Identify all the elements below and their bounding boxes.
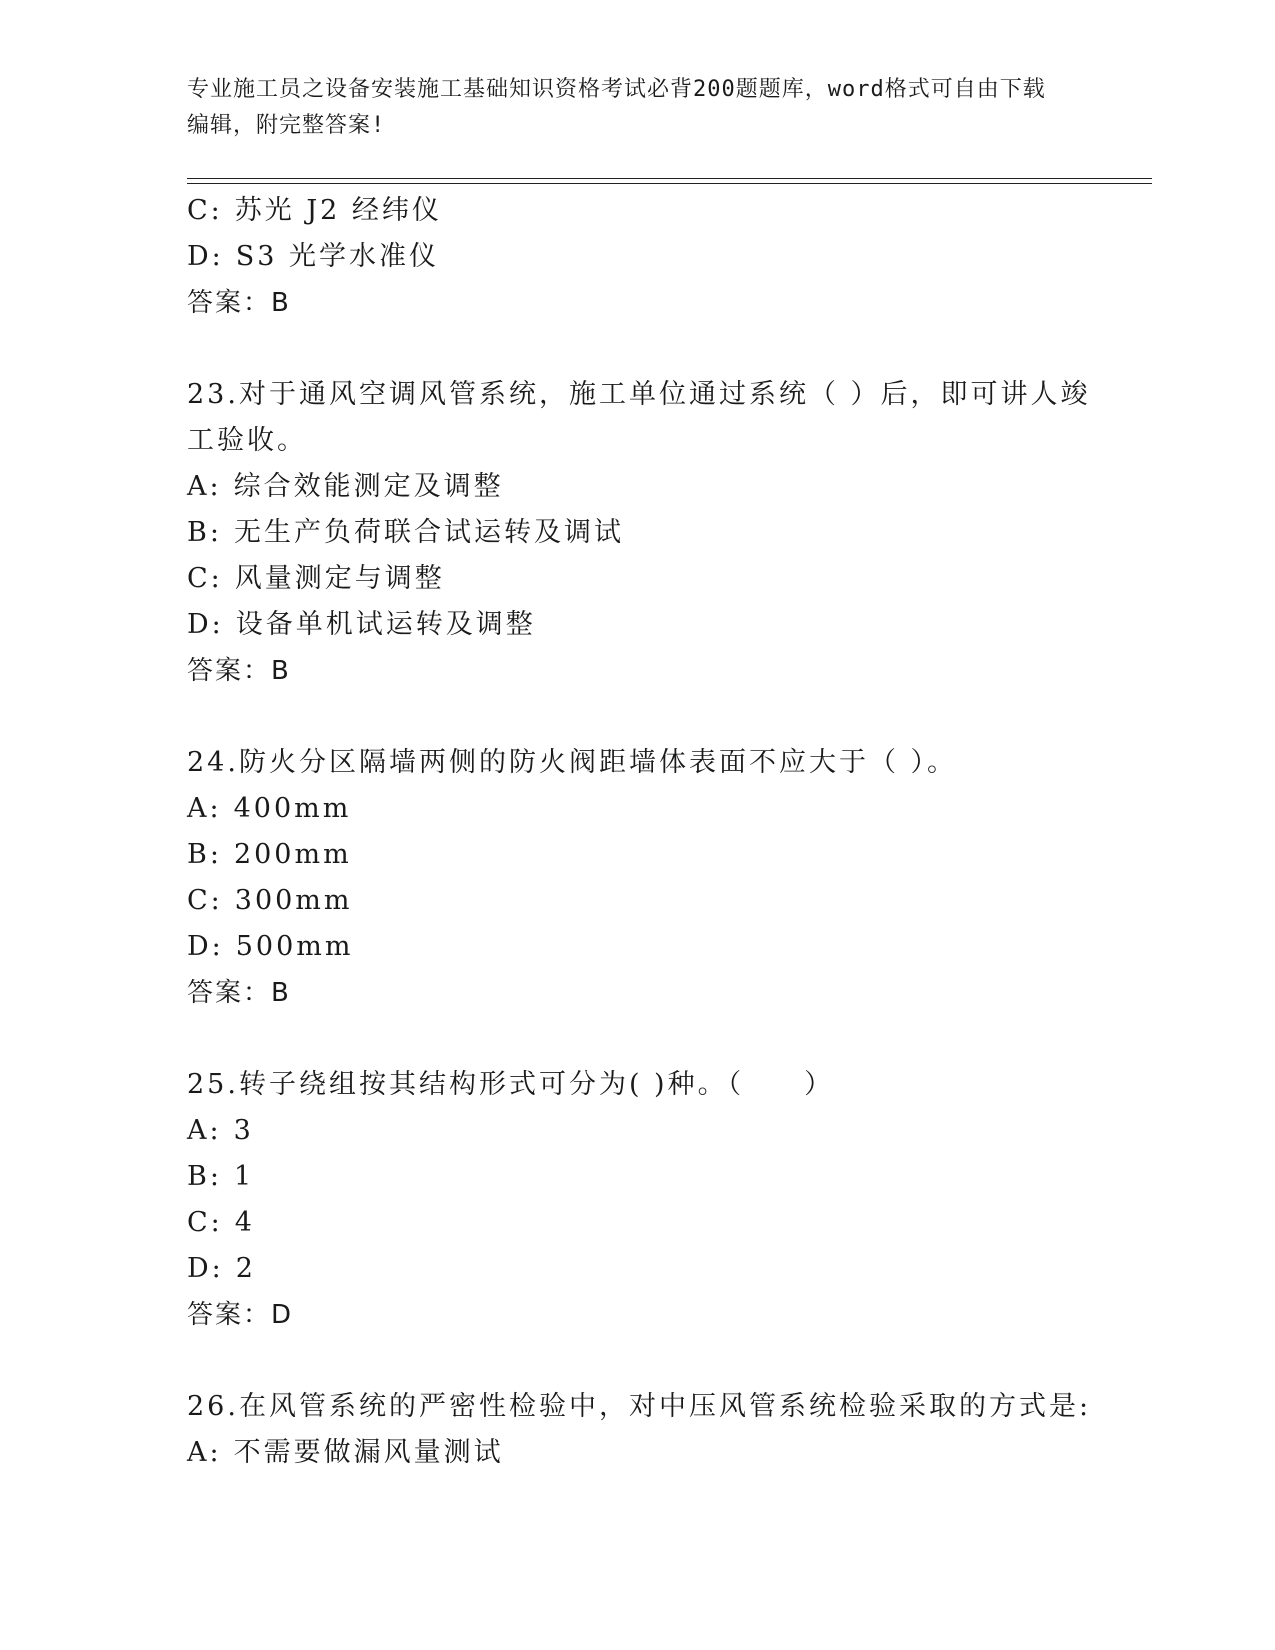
option-label: B: [187,839,222,870]
header-divider-bottom [187,183,1152,184]
question-stem: 23.对于通风空调风管系统，施工单位通过系统（ ）后，即可讲人竣 [187,379,1091,410]
option-text: 1 [233,1161,255,1192]
option-text: 设备单机试运转及调整 [235,609,536,640]
option-item [187,1430,1087,1476]
option-text: 400mm [233,793,352,824]
option-text: 苏光 J2 经纬仪 [234,195,442,226]
option-item [187,1200,1087,1246]
question-stem-continued: 工验收。 [187,425,307,456]
option-label: A: [187,471,222,502]
option-item [187,1108,1087,1154]
option-text: 4 [234,1207,255,1238]
option-item [187,1154,1087,1200]
option-text: 不需要做漏风量测试 [233,1437,504,1468]
answer-line: 答案：B [187,978,291,1008]
option-text: 500mm [235,931,354,962]
option-text: 300mm [234,885,353,916]
option-text: 3 [233,1115,254,1146]
option-item [187,188,1087,234]
header-divider-top [187,178,1152,179]
question-stem: 24.防火分区隔墙两侧的防火阀距墙体表面不应大于（ ）。 [187,747,958,778]
option-label: B: [187,517,222,548]
option-text: 综合效能测定及调整 [233,471,504,502]
option-item [187,556,1087,602]
option-label: D: [187,931,224,962]
partial-question [187,188,1087,326]
option-label: A: [187,1437,222,1468]
question-24 [187,740,1087,1016]
option-item [187,464,1087,510]
option-label: B: [187,1161,222,1192]
option-item [187,878,1087,924]
question-25 [187,1062,1087,1338]
document-header: 专业施工员之设备安装施工基础知识资格考试必背200题题库，word格式可自由下载编辑，附完整答案! [187,77,1046,138]
option-item [187,924,1087,970]
option-text: 无生产负荷联合试运转及调试 [233,517,624,548]
option-item [187,832,1087,878]
question-stem: 25.转子绕组按其结构形式可分为( )种。（ ） [187,1069,835,1100]
option-label: D: [187,1253,224,1284]
option-text: 2 [235,1253,256,1284]
answer-line: 答案：B [187,288,291,318]
option-item [187,786,1087,832]
option-item [187,234,1087,280]
option-text: S3 光学水准仪 [235,241,440,272]
option-label: C: [187,195,223,226]
option-text: 200mm [233,839,352,870]
option-item [187,510,1087,556]
option-item [187,602,1087,648]
option-item [187,1246,1087,1292]
option-text: 风量测定与调整 [234,563,445,594]
option-label: C: [187,1207,223,1238]
question-23 [187,372,1091,694]
option-label: A: [187,1115,222,1146]
answer-line: 答案：B [187,656,291,686]
option-label: C: [187,885,223,916]
question-list [187,188,1092,1476]
answer-line: 答案：D [187,1300,294,1330]
question-26 [187,1384,1092,1476]
option-label: C: [187,563,223,594]
option-label: D: [187,241,224,272]
option-label: A: [187,793,222,824]
option-label: D: [187,609,224,640]
question-stem: 26.在风管系统的严密性检验中，对中压风管系统检验采取的方式是: [187,1391,1092,1422]
